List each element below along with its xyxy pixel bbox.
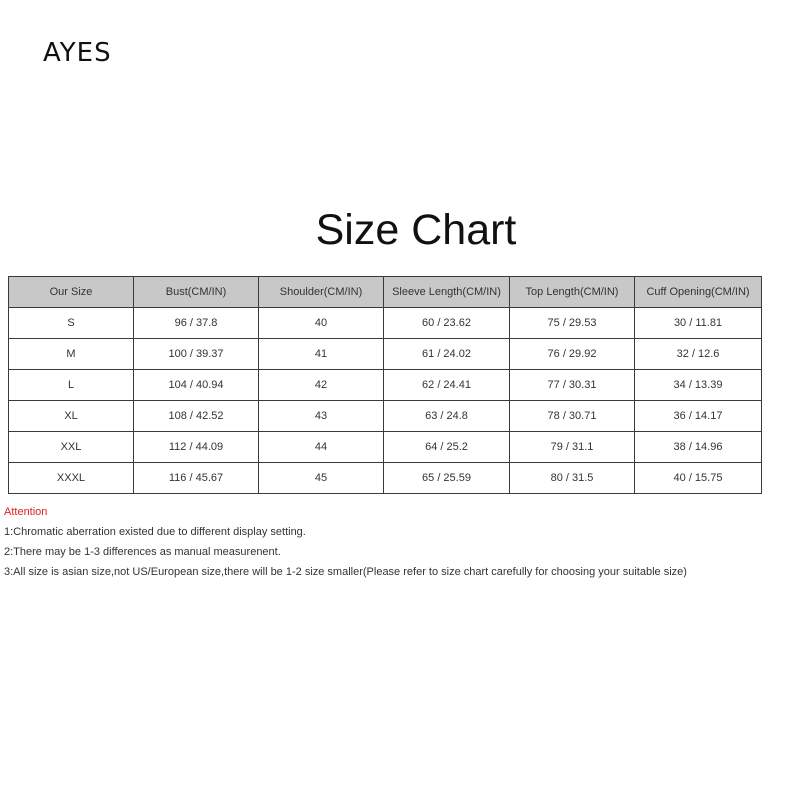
table-cell: XL <box>9 401 134 432</box>
table-cell: 77 / 30.31 <box>510 370 635 401</box>
table-cell: 108 / 42.52 <box>134 401 259 432</box>
table-cell: 78 / 30.71 <box>510 401 635 432</box>
table-cell: 60 / 23.62 <box>384 308 510 339</box>
page-title: Size Chart <box>315 206 517 254</box>
column-header-sleeve-length: Sleeve Length(CM/IN) <box>384 277 510 308</box>
table-cell: 61 / 24.02 <box>384 339 510 370</box>
table-cell: 40 / 15.75 <box>635 463 762 494</box>
table-cell: 64 / 25.2 <box>384 432 510 463</box>
table-cell: 45 <box>259 463 384 494</box>
column-header-our-size: Our Size <box>9 277 134 308</box>
attention-label: Attention <box>4 506 48 518</box>
table-cell: 40 <box>259 308 384 339</box>
table-cell: 104 / 40.94 <box>134 370 259 401</box>
table-cell: 36 / 14.17 <box>635 401 762 432</box>
table-cell: 34 / 13.39 <box>635 370 762 401</box>
table-cell: L <box>9 370 134 401</box>
table-cell: S <box>9 308 134 339</box>
size-chart-table <box>8 276 762 494</box>
table-cell: 80 / 31.5 <box>510 463 635 494</box>
table-row <box>9 463 762 494</box>
table-cell: 30 / 11.81 <box>635 308 762 339</box>
column-header-top-length: Top Length(CM/IN) <box>510 277 635 308</box>
table-cell: 44 <box>259 432 384 463</box>
table-header-row <box>9 277 762 308</box>
table-cell: 112 / 44.09 <box>134 432 259 463</box>
column-header-bust: Bust(CM/IN) <box>134 277 259 308</box>
table-cell: 79 / 31.1 <box>510 432 635 463</box>
table-row <box>9 432 762 463</box>
table-cell: 32 / 12.6 <box>635 339 762 370</box>
table-cell: 76 / 29.92 <box>510 339 635 370</box>
table-row <box>9 370 762 401</box>
column-header-shoulder: Shoulder(CM/IN) <box>259 277 384 308</box>
table-cell: 42 <box>259 370 384 401</box>
table-cell: 65 / 25.59 <box>384 463 510 494</box>
table-cell: XXXL <box>9 463 134 494</box>
note-line: 3:All size is asian size,not US/European size,there will be 1-2 size smaller(Please refer to size chart carefully for choosing your suitable size) <box>4 566 687 578</box>
table-cell: 62 / 24.41 <box>384 370 510 401</box>
column-header-cuff-opening: Cuff Opening(CM/IN) <box>635 277 762 308</box>
table-row <box>9 339 762 370</box>
table-cell: 43 <box>259 401 384 432</box>
note-line: 2:There may be 1-3 differences as manual measurenent. <box>4 546 281 558</box>
table-cell: 38 / 14.96 <box>635 432 762 463</box>
table-cell: 116 / 45.67 <box>134 463 259 494</box>
table-cell: 96 / 37.8 <box>134 308 259 339</box>
table-cell: XXL <box>9 432 134 463</box>
attention-notes <box>4 505 687 585</box>
table-cell: 100 / 39.37 <box>134 339 259 370</box>
table-cell: 75 / 29.53 <box>510 308 635 339</box>
brand-logo: AYES <box>43 38 112 68</box>
table-cell: M <box>9 339 134 370</box>
note-line: 1:Chromatic aberration existed due to different display setting. <box>4 526 306 538</box>
table-row <box>9 308 762 339</box>
table-row <box>9 401 762 432</box>
table-cell: 63 / 24.8 <box>384 401 510 432</box>
table-cell: 41 <box>259 339 384 370</box>
